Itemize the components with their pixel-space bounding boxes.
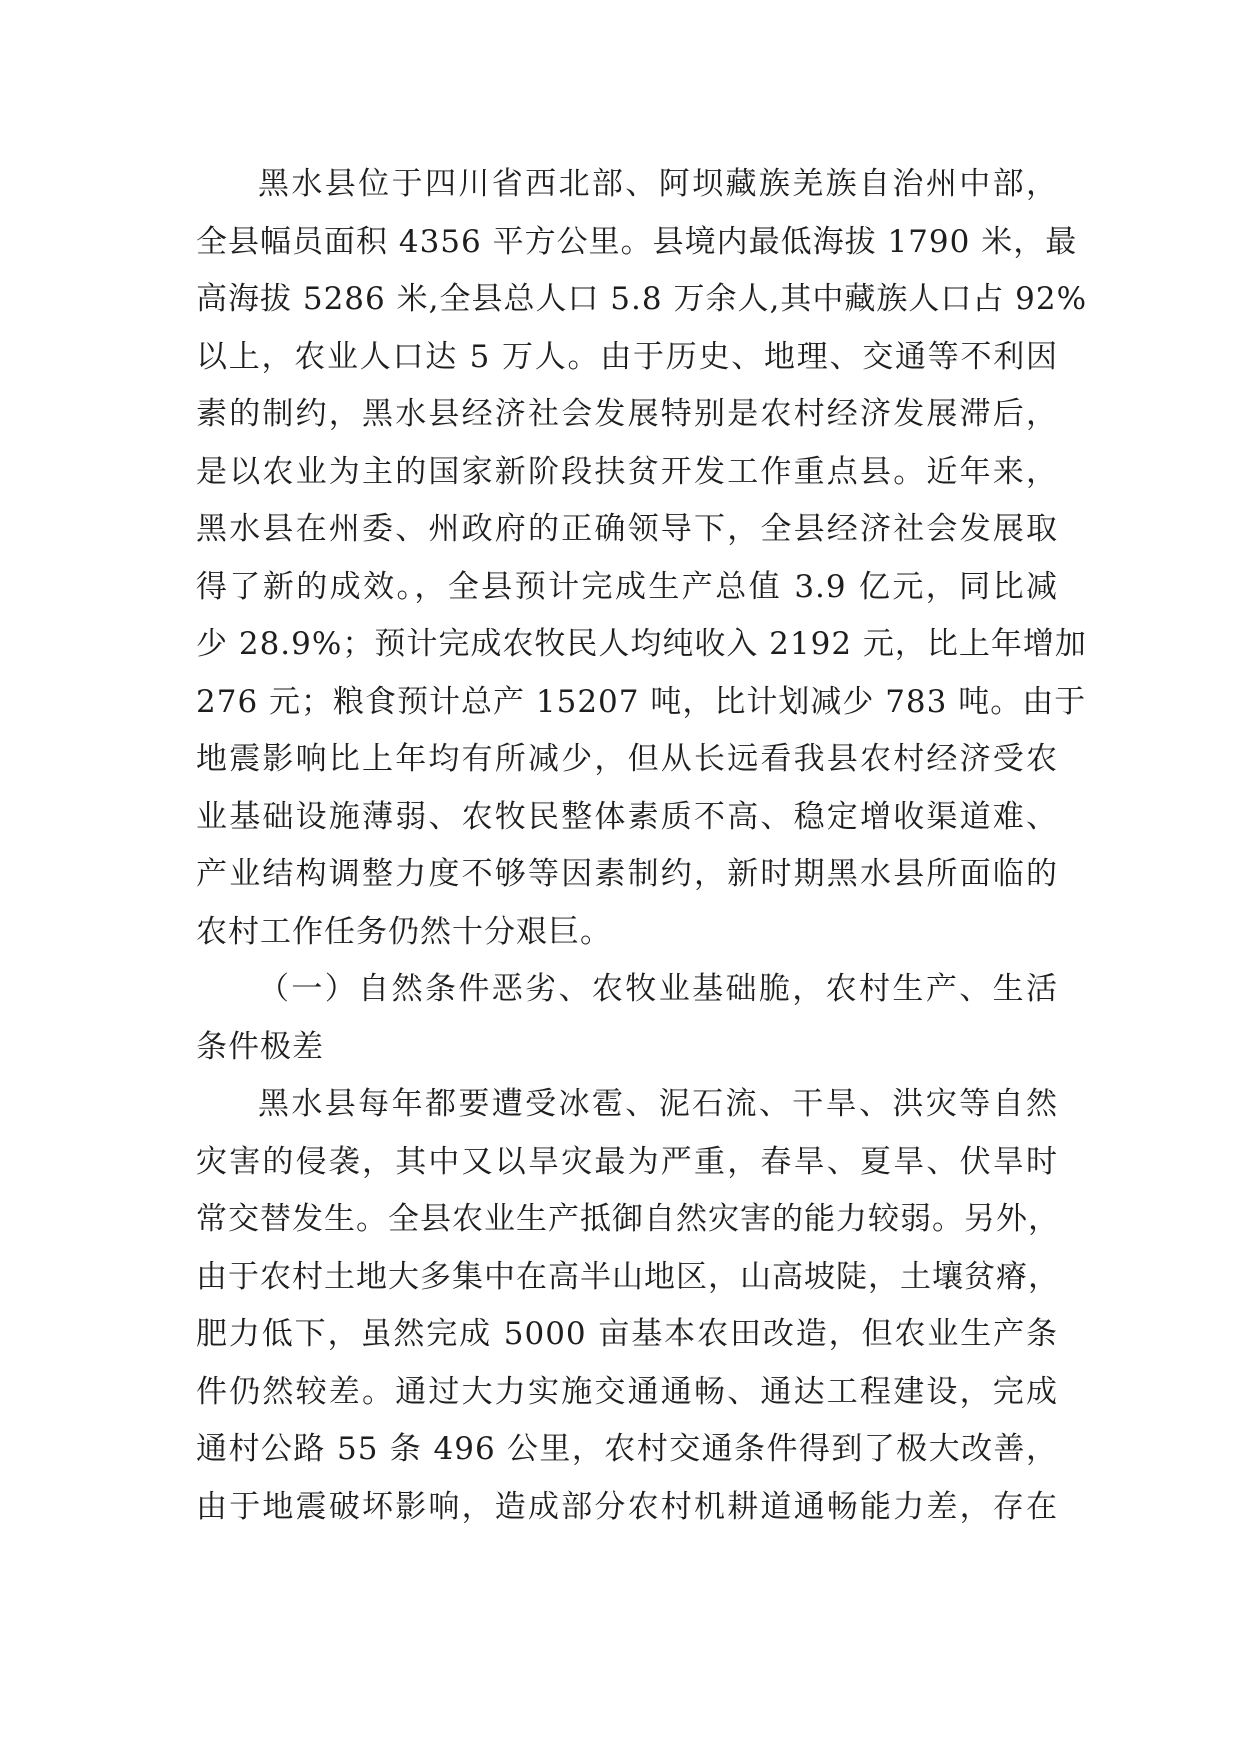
- text-line: 高海拔 5286 米,全县总人口 5.8 万余人,其中藏族人口占 92%: [196, 281, 1088, 317]
- document-body: [196, 156, 1088, 1536]
- text-line: 地震影响比上年均有所减少，但从长远看我县农村经济受农: [196, 741, 1058, 777]
- text-line: 是以农业为主的国家新阶段扶贫开发工作重点县。近年来，: [196, 453, 1058, 490]
- text-line: 以上，农业人口达 5 万人。由于历史、地理、交通等不利因: [196, 338, 1058, 375]
- text-line: 农村工作任务仍然十分艰巨。: [196, 913, 612, 950]
- text-line: 276 元；粮食预计总产 15207 吨，比计划减少 783 吨。由于: [196, 683, 1087, 720]
- text-line: 由于地震破坏影响，造成部分农村机耕道通畅能力差，存在: [196, 1488, 1058, 1525]
- text-line: 灾害的侵袭，其中又以旱灾最为严重，春旱、夏旱、伏旱时: [196, 1143, 1058, 1180]
- text-line: 肥力低下，虽然完成 5000 亩基本农田改造，但农业生产条: [196, 1316, 1058, 1352]
- text-line: 黑水县在州委、州政府的正确领导下，全县经济社会发展取: [196, 511, 1058, 547]
- text-line: 件仍然较差。通过大力实施交通通畅、通达工程建设，完成: [196, 1373, 1058, 1410]
- section-heading: [196, 961, 1058, 1076]
- text-line: 素的制约，黑水县经济社会发展特别是农村经济发展滞后，: [196, 396, 1058, 432]
- text-line: 得了新的成效。，全县预计完成生产总值 3.9 亿元，同比减: [196, 568, 1058, 605]
- text-line: 全县幅员面积 4356 平方公里。县境内最低海拔 1790 米，最: [196, 223, 1078, 260]
- heading-line: （一）自然条件恶劣、农牧业基础脆，农村生产、生活: [258, 971, 1058, 1007]
- text-line: 黑水县每年都要遭受冰雹、泥石流、干旱、洪灾等自然: [258, 1086, 1058, 1122]
- text-line: 常交替发生。全县农业生产抵御自然灾害的能力较弱。另外，: [196, 1201, 1060, 1237]
- paragraph-overview: [196, 156, 1088, 961]
- heading-line: 条件极差: [196, 1028, 324, 1065]
- text-line: 通村公路 55 条 496 公里，农村交通条件得到了极大改善，: [196, 1431, 1058, 1467]
- text-line: 由于农村土地大多集中在高半山地区，山高坡陡，土壤贫瘠，: [196, 1258, 1060, 1295]
- text-line: 产业结构调整力度不够等因素制约，新时期黑水县所面临的: [196, 856, 1058, 892]
- paragraph-natural-conditions: [196, 1076, 1058, 1536]
- text-line: 黑水县位于四川省西北部、阿坝藏族羌族自治州中部，: [258, 166, 1058, 202]
- text-line: 少 28.9%；预计完成农牧民人均纯收入 2192 元，比上年增加: [196, 626, 1087, 662]
- text-line: 业基础设施薄弱、农牧民整体素质不高、稳定增收渠道难、: [196, 798, 1058, 835]
